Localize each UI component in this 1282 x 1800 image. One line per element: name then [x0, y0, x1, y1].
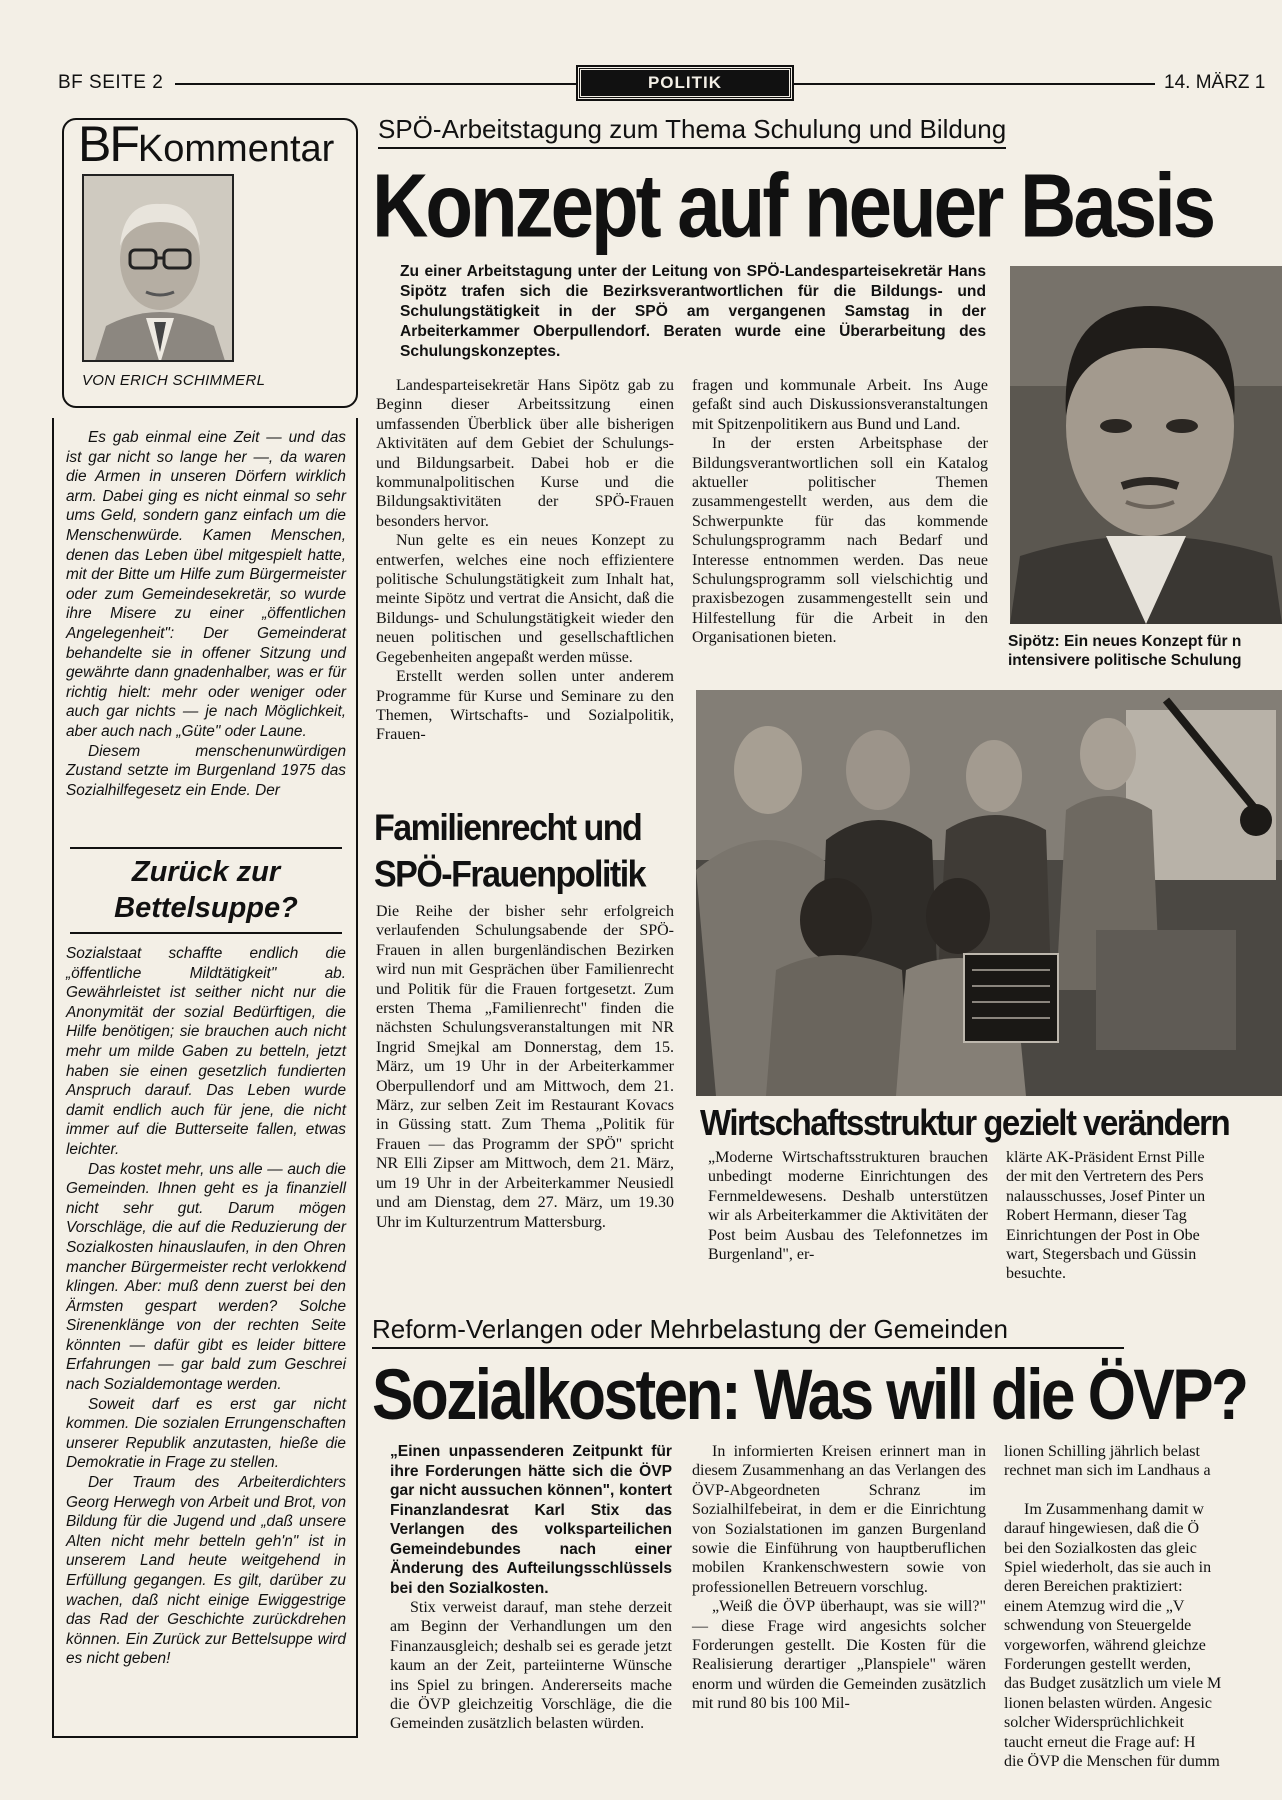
article-paragraph: Die Reihe der bisher sehr erfolgreich verlaufenden Schulungsabende der SPÖ-Frauen in allen burgenländischen Bezirken wird nun mit Gesprächen über Familienrecht und Politik für die Frauen fortgesetzt. Zum ersten Thema „Familienrecht" finden die nächsten Schulungsveranstaltungen mit NR Ingrid Smejkal am Donnerstag, dem 15. März, um 19 Uhr in der Arbeiterkammer Oberpullendorf und am Mittwoch, dem 21. März, zur selben Zeit im Restaurant Kovacs in Güssing statt. Zum Thema „Politik für Frauen — das Programm der SPÖ" spricht NR Elli Zipser am Mittwoch, dem 21. März, um 19 Uhr in der Arbeiterkammer Neusiedl und am Dienstag, dem 27. März, um 19.30 Uhr im Kulturzentrum Mattersburg.	[376, 903, 674, 1231]
article-paragraph: In informierten Kreisen erinnert man in diesem Zusammenhang an das Verlangen des ÖVP-Abgeordneten Schranz im Sozialhilfebeirat, in dem er die Einrichtung von Sozialstationen im ganzen Burgenland sowie die Einführung von hauptberuflichen mobilen Krankenschwestern sowie von professionellen Betreuern vorschlug.	[692, 1443, 986, 1596]
text-line: vorgeworfen, während gleichze	[1004, 1636, 1206, 1654]
kommentar-paragraph: Es gab einmal eine Zeit — und das ist gar nicht so lange her —, da waren die Armen in unseren Dörfern wirklich arm. Dabei ging es nicht einmal so sehr ums Geld, sondern ganz einfach um die Menschenwürde. Kamen Menschen, denen das Leben übel mitgespielt hatte, mit der Bitte um Hilfe zum Bürgermeister oder zum Gemeindesekretär, so wurde ihre Misere zu einer „öffentlichen Angelegenheit": Der Gemeinderat behandelte sie in offener Sitzung und gewährte dann gnadenhalber, was er für richtig hielt: mehr oder weniger oder auch gar nichts — je nach Möglichkeit, aber auch nach „Güte" oder Laune.	[66, 429, 346, 740]
page-label: BF SEITE 2	[58, 72, 164, 93]
text-line: Im Zusammenhang damit w	[1024, 1500, 1204, 1518]
article-paragraph: „Moderne Wirtschaftsstrukturen brauchen unbedingt moderne Einrichtungen des Fernmeldewesens. Deshalb unterstützen wir als Arbeiterkammer die Aktivitäten der Post beim Ausbau des Telefonnetzes im Burgenland", er-	[708, 1149, 988, 1264]
wirtschaft-column-1	[708, 1148, 988, 1264]
text-line: deren Bereichen praktiziert:	[1004, 1578, 1183, 1596]
photo-caption	[1008, 632, 1282, 670]
text-line: nalausschusses, Josef Pinter un	[1006, 1187, 1206, 1205]
bottom-headline: Sozialkosten: Was will die ÖVP?	[372, 1355, 1247, 1436]
subhead-rule	[70, 847, 342, 849]
frauen-column	[376, 902, 674, 1232]
subhead-rule	[70, 932, 342, 934]
sipoetz-portrait-photo	[1010, 266, 1282, 624]
article-paragraph: Stix verweist darauf, man stehe derzeit am Beginn der Verhandlungen um den Finanzausgleich; deshalb sei es gerade jetzt kaum an der Zeit, parteiinterne Wünsche ins Spiel zu bringen. Andererseits mache die ÖVP gleichzeitig Vorschläge, die die Gemeinden zusätzlich belasten würden.	[390, 1599, 672, 1733]
text-line: einem Atemzug wird die „V	[1004, 1597, 1185, 1615]
frauen-headline: Familienrecht und SPÖ-Frauenpolitik	[374, 807, 646, 896]
author-portrait	[82, 174, 234, 362]
text-line: schwendung von Steuergelde	[1004, 1617, 1192, 1635]
section-label: POLITIK	[578, 67, 792, 99]
issue-date: 14. MÄRZ 1	[1164, 72, 1266, 93]
text-line: besuchte.	[1006, 1265, 1066, 1283]
kommentar-logo-word: Kommentar	[137, 128, 335, 170]
bottom-kicker: Reform-Verlangen oder Mehrbelastung der Gemeinden	[372, 1314, 1124, 1349]
kommentar-logo-bf: BF	[78, 116, 138, 172]
bottom-column-2	[692, 1442, 986, 1714]
text-line: Einrichtungen der Post in Obe	[1006, 1226, 1200, 1244]
article-paragraph: Landesparteisekretär Hans Sipötz gab zu Beginn dieser Arbeitssitzung einen umfassenden Überblick über alle bisherigen Aktivitäten auf dem Gebiet der Schulungs- und Bildungsarbeit. Dabei hob er die kommunalpolitischen Kurse und die Bildungsaktivitäten der SPÖ-Frauen besonders hervor.	[376, 377, 674, 530]
text-line: solcher Widersprüchlichkeit	[1004, 1714, 1184, 1732]
kommentar-paragraph: Soweit darf es erst gar nicht kommen. Die sozialen Errungenschaften unserer Republik anzutasten, hieße die Demokratie in Frage zu stellen.	[66, 1395, 346, 1472]
kommentar-text-part2	[66, 944, 346, 1669]
article-lead: Zu einer Arbeitstagung unter der Leitung von SPÖ-Landesparteisekretär Hans Sipötz trafen sich die Bezirksverantwortlichen für die Bildungs- und Schulungstätigkeit in der SPÖ am vergangenen Samstag in der Arbeiterkammer Oberpullendorf. Beraten wurde eine Überarbeitung des Schulungskonzeptes.	[400, 263, 986, 360]
article-column-2	[692, 376, 988, 648]
text-line: klärte AK-Präsident Ernst Pille	[1006, 1149, 1205, 1166]
text-line: taucht erneut die Frage auf: H	[1004, 1733, 1196, 1751]
group-meeting-photo	[696, 690, 1282, 1096]
text-line: das Budget zusätzlich um viele M	[1004, 1675, 1222, 1693]
kommentar-paragraph: Das kostet mehr, uns alle — auch die Gemeinden. Ihnen geht es ja finanziell nicht sehr gut. Darum mögen Vorschläge, die auf die Reduzierung der Sozialkosten hinauslaufen, in den Ohren mancher Bürgermeister recht verlokkend klingen. Aber: muß denn zuerst bei den Ärmsten gespart werden? Solche Sirenenklänge von der rechten Seite könnten — dafür gibt es leider bittere Erfahrungen — gar bald zum Geschrei nach Sozialdemontage werden.	[66, 1160, 346, 1394]
text-line: Robert Hermann, dieser Tag	[1006, 1207, 1187, 1225]
text-line: lionen belasten würden. Angesic	[1004, 1694, 1212, 1712]
wirtschaft-column-2	[1006, 1148, 1282, 1284]
kommentar-text-part1	[66, 428, 346, 800]
caption-line: intensivere politische Schulung	[1008, 652, 1242, 669]
article-kicker: SPÖ-Arbeitstagung zum Thema Schulung und Bildung	[378, 114, 1006, 149]
kommentar-paragraph: Der Traum des Arbeiterdichters Georg Herwegh von Arbeit und Brot, von Bildung für die Jugend und „daß unsere Alten nicht mehr betteln geh'n" ist in unserem Land heute weitgehend in Erfüllung gegangen. Es gilt, darüber zu wachen, daß nicht einige Ewiggestrige das Rad der Geschichte zurückdrehen können. Ein Zurück zur Bettelsuppe wird es nicht geben!	[66, 1474, 346, 1668]
article-paragraph: „Weiß die ÖVP überhaupt, was sie will?" — diese Frage wird angesichts solcher Forderungen gestellt. Die Kosten für die Realisierung derartiger „Planspiele" wären enorm und würden die Gemeinden zusätzlich mit rund 80 bis 100 Mil-	[692, 1598, 986, 1713]
wirtschaft-headline: Wirtschaftsstruktur gezielt verändern	[700, 1102, 1230, 1143]
text-line: darauf hingewiesen, daß die Ö	[1004, 1520, 1200, 1538]
article-headline: Konzept auf neuer Basis	[372, 154, 1214, 256]
text-line: die ÖVP die Menschen für dumm	[1004, 1753, 1220, 1771]
kommentar-subhead: Zurück zur Bettelsuppe?	[114, 856, 298, 924]
text-line: rechnet man sich im Landhaus a	[1004, 1462, 1211, 1480]
text-line: lionen Schilling jährlich belast	[1004, 1443, 1200, 1460]
kommentar-paragraph: Diesem menschenunwürdigen Zustand setzte im Burgenland 1975 das Sozialhilfegesetz ein Ende. Der	[66, 742, 346, 799]
kommentar-paragraph: Sozialstaat schaffte endlich die „öffentliche Mildtätigkeit" ab. Gewährleistet ist seither nicht nur die Anonymität der sozial Bedürftigen, die Hilfe benötigen; sie brauchen auch nicht mehr um milde Gaben zu betteln, jetzt haben sie einen gesetzlich fundierten Anspruch darauf. Das Leben wurde damit endlich auch für jene, die nicht immer auf die Butterseite fallen, etwas leichter.	[66, 945, 346, 1158]
bottom-column-3	[1004, 1442, 1282, 1772]
kommentar-byline: VON ERICH SCHIMMERL	[82, 372, 266, 389]
article-paragraph: In der ersten Arbeitsphase der Bildungsverantwortlichen soll ein Katalog aktueller politischer Themen zusammengestellt werden, aus dem die Schwerpunkte für das kommende Schulungsprogramm nach Bedarf und Interesse entnommen werden. Das neue Schulungsprogramm soll vielschichtig und praxisbezogen zusammengestellt sein und Hilfestellung für die Arbeit in den Organisationen bieten.	[692, 435, 988, 647]
article-column-1	[376, 376, 674, 745]
article-paragraph: fragen und kommunale Arbeit. Ins Auge gefaßt sind auch Diskussionsveranstaltungen mit Spitzenpolitikern aus Bund und Land.	[692, 377, 988, 433]
kommentar-logo	[78, 116, 335, 172]
caption-line: Sipötz: Ein neues Konzept für n	[1008, 633, 1242, 650]
bottom-column-1	[390, 1442, 672, 1734]
bottom-lead: „Einen unpassenderen Zeitpunkt für ihre Forderungen hätte sich die ÖVP gar nicht aussuchen können", kontert Finanzlandesrat Karl Stix das Verlangen des volksparteilichen Gemeindebundes nach einer Änderung des Aufteilungsschlüssels bei den Sozialkosten.	[390, 1443, 672, 1597]
text-line: wart, Stegersbach und Güssin	[1006, 1246, 1197, 1264]
text-line: Forderungen gestellt werden,	[1004, 1656, 1192, 1674]
text-line	[1004, 1481, 1282, 1500]
text-line: bei den Sozialkosten das gleic	[1004, 1539, 1197, 1557]
article-paragraph: Erstellt werden sollen unter anderem Programme für Kurse und Seminare zu den Themen, Wirtschafts- und Sozialpolitik, Frauen-	[376, 668, 674, 744]
text-line: der mit den Vertretern des Pers	[1006, 1168, 1204, 1186]
text-line: Spiel wiederholt, das sie auch in	[1004, 1559, 1212, 1577]
article-paragraph: Nun gelte es ein neues Konzept zu entwerfen, welches eine noch effizientere politische Schulungstätigkeit zum Inhalt hat, meinte Sipötz und vertrat die Ansicht, daß die Bildungs- und Schulungstätigkeit wieder den neuen politischen und gesellschaftlichen Gegebenheiten angepaßt werden müsse.	[376, 532, 674, 666]
